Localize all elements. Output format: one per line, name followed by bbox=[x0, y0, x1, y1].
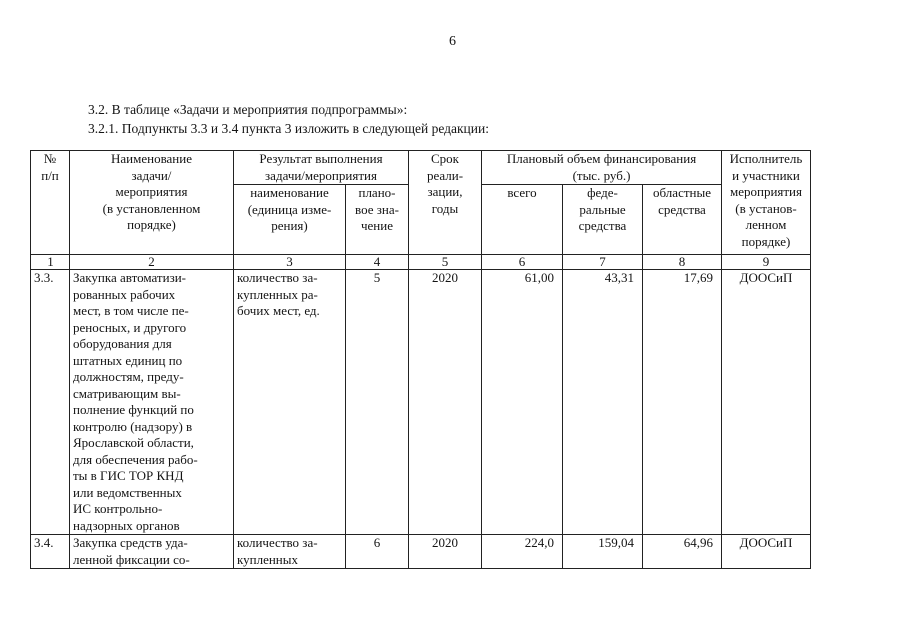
row-regional: 64,96 bbox=[643, 535, 722, 569]
row-name bbox=[70, 535, 234, 569]
intro-text bbox=[88, 100, 489, 138]
text-line: Результат выполнения bbox=[259, 151, 383, 166]
text-line: задачи/мероприятия bbox=[265, 167, 377, 183]
header-federal bbox=[563, 185, 643, 255]
text-line: средства bbox=[658, 201, 706, 217]
column-number: 7 bbox=[563, 255, 643, 270]
header-total bbox=[482, 185, 563, 255]
text-line: рованных рабочих bbox=[73, 286, 176, 302]
text-line: Ярославской области, bbox=[73, 435, 194, 450]
text-line: Плановый объем финансирования bbox=[506, 151, 697, 166]
column-number: 2 bbox=[70, 255, 234, 270]
text-line: п/п bbox=[41, 167, 59, 183]
row-term: 2020 bbox=[409, 535, 482, 569]
text-line: плано- bbox=[358, 185, 396, 200]
row-total: 61,00 bbox=[482, 270, 563, 535]
row-num: 3.3. bbox=[31, 270, 70, 535]
text-line: рения) bbox=[271, 218, 308, 233]
text-line: реали- bbox=[426, 167, 464, 183]
row-term: 2020 bbox=[409, 270, 482, 535]
table-row bbox=[31, 270, 811, 535]
text-line: бочих мест, ед. bbox=[237, 303, 320, 318]
text-line: ральные bbox=[579, 201, 626, 217]
text-line: порядке) bbox=[741, 233, 791, 249]
intro-line-1: 3.2. В таблице «Задачи и мероприятия подпрограммы»: bbox=[88, 102, 408, 117]
header-result bbox=[234, 151, 409, 185]
row-result-name bbox=[234, 270, 346, 535]
header-result-plan bbox=[346, 185, 409, 255]
text-line: феде- bbox=[587, 185, 618, 200]
text-line: областные bbox=[653, 185, 711, 200]
text-line: полнение функций по bbox=[73, 402, 194, 417]
column-number: 9 bbox=[722, 255, 811, 270]
text-line: вое зна- bbox=[355, 201, 399, 217]
text-line: для обеспечения рабо- bbox=[73, 451, 198, 467]
text-line: (единица изме- bbox=[247, 201, 332, 217]
text-line: сматривающим вы- bbox=[73, 385, 181, 401]
text-line: мероприятия bbox=[729, 184, 802, 199]
text-line: годы bbox=[431, 200, 459, 216]
text-line: надзорных органов bbox=[73, 517, 180, 533]
column-number: 4 bbox=[346, 255, 409, 270]
header-name bbox=[70, 151, 234, 255]
text-line: количество за- bbox=[237, 270, 318, 285]
row-plan: 5 bbox=[346, 270, 409, 535]
row-regional: 17,69 bbox=[643, 270, 722, 535]
text-line: зации, bbox=[427, 184, 463, 199]
text-line: всего bbox=[507, 185, 537, 200]
text-line: оборудования для bbox=[73, 336, 172, 351]
text-line: Исполнитель bbox=[729, 151, 803, 166]
text-line: и участники bbox=[732, 167, 800, 183]
tasks-table bbox=[30, 150, 811, 569]
text-line: должностям, преду- bbox=[73, 369, 184, 384]
row-result-name bbox=[234, 535, 346, 569]
row-executor: ДООСиП bbox=[722, 270, 811, 535]
text-line: (в установ- bbox=[735, 200, 797, 216]
text-line: средства bbox=[578, 218, 627, 233]
column-numbers-row bbox=[31, 255, 811, 270]
text-line: штатных единиц по bbox=[73, 352, 183, 368]
row-executor: ДООСиП bbox=[722, 535, 811, 569]
column-number: 6 bbox=[482, 255, 563, 270]
text-line: купленных bbox=[237, 551, 298, 567]
row-total: 224,0 bbox=[482, 535, 563, 569]
text-line: Закупка средств уда- bbox=[73, 535, 188, 550]
header-regional bbox=[643, 185, 722, 255]
header-term bbox=[409, 151, 482, 255]
table-row bbox=[31, 535, 811, 569]
text-line: Срок bbox=[431, 151, 459, 166]
text-line: задачи/ bbox=[131, 167, 172, 183]
intro-line-2: 3.2.1. Подпункты 3.3 и 3.4 пункта 3 изложить в следующей редакции: bbox=[88, 121, 489, 136]
text-line: наименование bbox=[250, 185, 329, 200]
text-line: порядке) bbox=[127, 217, 176, 232]
text-line: или ведомственных bbox=[73, 484, 182, 500]
text-line: реносных, и другого bbox=[73, 319, 187, 335]
row-plan: 6 bbox=[346, 535, 409, 569]
text-line: ленном bbox=[745, 217, 787, 232]
header-num bbox=[31, 151, 70, 255]
text-line: контролю (надзору) в bbox=[73, 418, 193, 434]
column-number: 1 bbox=[31, 255, 70, 270]
row-num: 3.4. bbox=[31, 535, 70, 569]
page-number: 6 bbox=[449, 34, 456, 49]
text-line: чение bbox=[361, 218, 393, 233]
text-line: мероприятия bbox=[115, 184, 188, 199]
row-federal: 43,31 bbox=[563, 270, 643, 535]
text-line: мест, в том числе пе- bbox=[73, 303, 189, 318]
header-executor bbox=[722, 151, 811, 255]
header-result-name bbox=[234, 185, 346, 255]
text-line: ты в ГИС ТОР КНД bbox=[73, 468, 184, 483]
text-line: купленных ра- bbox=[237, 286, 318, 302]
row-federal: 159,04 bbox=[563, 535, 643, 569]
text-line: ленной фиксации со- bbox=[73, 551, 190, 567]
header-finance bbox=[482, 151, 722, 185]
text-line: (тыс. руб.) bbox=[572, 167, 631, 183]
text-line: № bbox=[43, 151, 57, 166]
text-line: количество за- bbox=[237, 535, 318, 550]
column-number: 8 bbox=[643, 255, 722, 270]
text-line: ИС контрольно- bbox=[73, 501, 163, 516]
row-name bbox=[70, 270, 234, 535]
column-number: 3 bbox=[234, 255, 346, 270]
text-line: Закупка автоматизи- bbox=[73, 270, 186, 285]
column-number: 5 bbox=[409, 255, 482, 270]
text-line: Наименование bbox=[111, 151, 192, 166]
text-line: (в установленном bbox=[102, 200, 201, 216]
